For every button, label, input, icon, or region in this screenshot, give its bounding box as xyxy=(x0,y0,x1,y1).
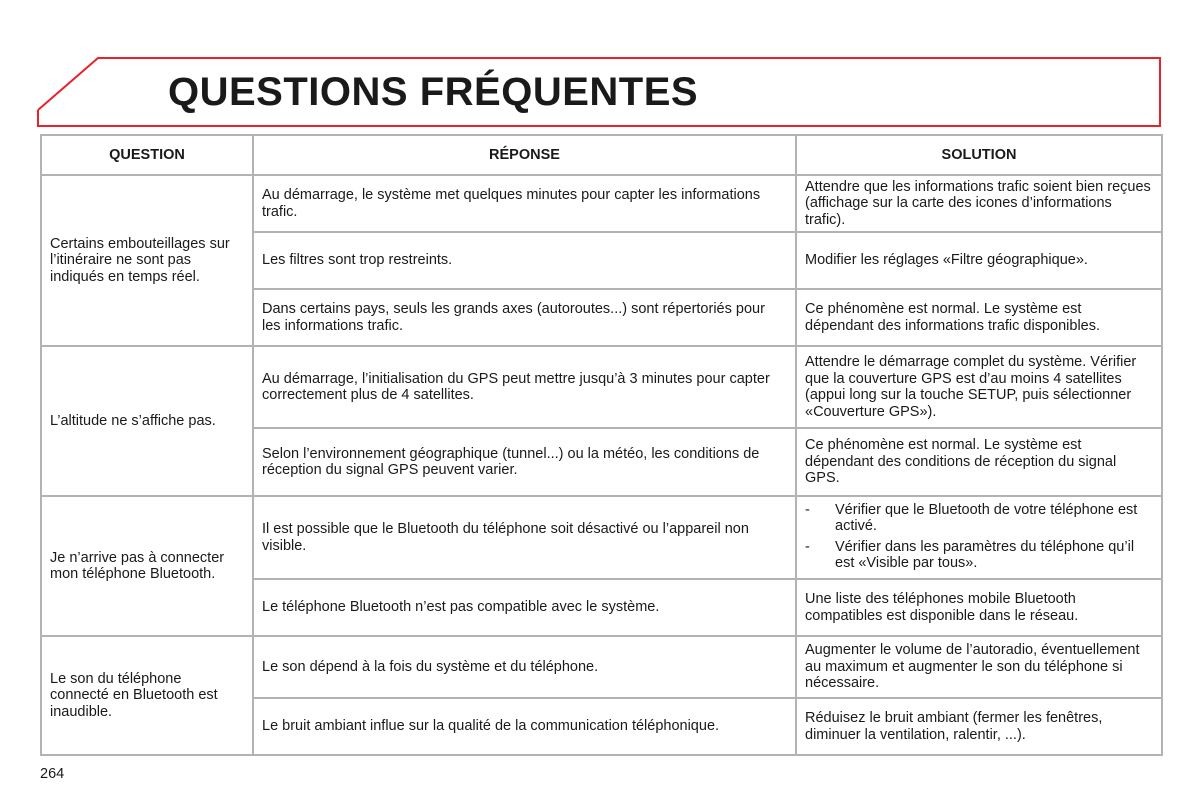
solution-cell: Attendre le démarrage complet du système. Vérifier que la couverture GPS est d’au moins 4 satellites (appui long sur la touche SETUP, puis sélectionner «Couverture GPS»). xyxy=(796,346,1162,428)
table-row xyxy=(41,496,1162,579)
solution-cell: Réduisez le bruit ambiant (fermer les fenêtres, diminuer la ventilation, ralentir, ...). xyxy=(796,698,1162,755)
column-header-solution: SOLUTION xyxy=(796,135,1162,175)
faq-table xyxy=(40,134,1163,756)
solution-cell: Ce phénomène est normal. Le système est dépendant des conditions de réception du signal GPS. xyxy=(796,428,1162,496)
solution-list xyxy=(805,502,1153,572)
list-item: - Vérifier dans les paramètres du téléphone qu’il est «Visible par tous». xyxy=(805,539,1153,572)
answer-cell: Le téléphone Bluetooth n’est pas compatible avec le système. xyxy=(253,579,796,636)
answer-cell: Il est possible que le Bluetooth du téléphone soit désactivé ou l’appareil non visible. xyxy=(253,496,796,579)
answer-cell: Au démarrage, l’initialisation du GPS peut mettre jusqu’à 3 minutes pour capter correctement plus de 4 satellites. xyxy=(253,346,796,428)
title-banner xyxy=(0,0,1200,130)
question-cell: Certains embouteillages sur l’itinéraire ne sont pas indiqués en temps réel. xyxy=(41,175,253,346)
answer-cell: Les filtres sont trop restreints. xyxy=(253,232,796,289)
column-header-answer: RÉPONSE xyxy=(253,135,796,175)
solution-cell: Modifier les réglages «Filtre géographique». xyxy=(796,232,1162,289)
page-number: 264 xyxy=(40,766,65,782)
answer-cell: Le bruit ambiant influe sur la qualité de la communication téléphonique. xyxy=(253,698,796,755)
list-item: - Vérifier que le Bluetooth de votre téléphone est activé. xyxy=(805,502,1153,535)
question-cell: Je n’arrive pas à connecter mon téléphone Bluetooth. xyxy=(41,496,253,636)
answer-cell: Dans certains pays, seuls les grands axes (autoroutes...) sont répertoriés pour les informations trafic. xyxy=(253,289,796,346)
table-row xyxy=(41,346,1162,428)
solution-cell: Augmenter le volume de l’autoradio, éventuellement au maximum et augmenter le son du téléphone si nécessaire. xyxy=(796,636,1162,698)
solution-cell: Ce phénomène est normal. Le système est dépendant des informations trafic disponibles. xyxy=(796,289,1162,346)
answer-cell: Selon l’environnement géographique (tunnel...) ou la météo, les conditions de réception du signal GPS peuvent varier. xyxy=(253,428,796,496)
page-title: QUESTIONS FRÉQUENTES xyxy=(168,70,699,114)
answer-cell: Le son dépend à la fois du système et du téléphone. xyxy=(253,636,796,698)
solution-cell: Une liste des téléphones mobile Bluetooth compatibles est disponible dans le réseau. xyxy=(796,579,1162,636)
question-cell: Le son du téléphone connecté en Bluetooth est inaudible. xyxy=(41,636,253,755)
column-header-question: QUESTION xyxy=(41,135,253,175)
solution-cell xyxy=(796,496,1162,579)
table-row xyxy=(41,175,1162,232)
table-header-row xyxy=(41,135,1162,175)
answer-cell: Au démarrage, le système met quelques minutes pour capter les informations trafic. xyxy=(253,175,796,232)
table-row xyxy=(41,636,1162,698)
solution-cell: Attendre que les informations trafic soient bien reçues (affichage sur la carte des icones d’informations trafic). xyxy=(796,175,1162,232)
question-cell: L’altitude ne s’affiche pas. xyxy=(41,346,253,496)
